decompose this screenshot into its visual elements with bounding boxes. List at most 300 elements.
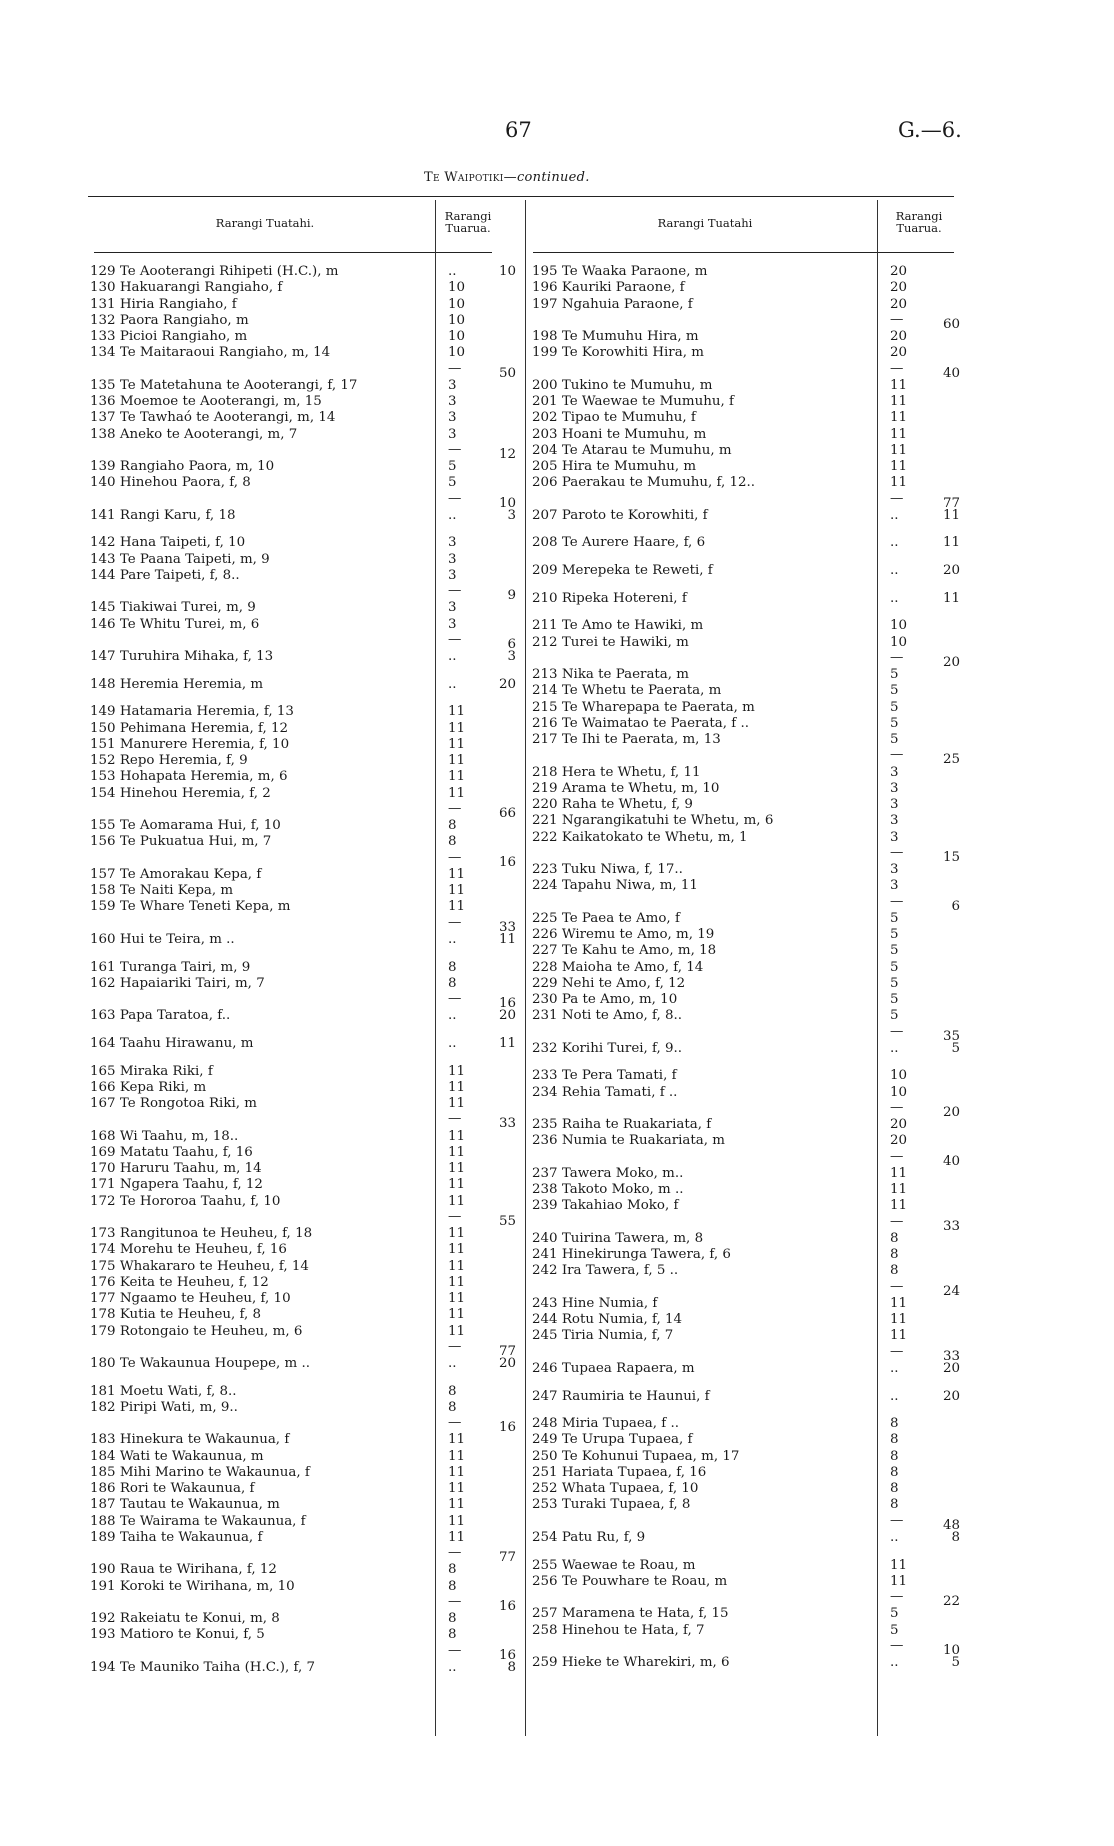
right-entry: 213 Nika te Paerata, m	[532, 667, 690, 682]
left-entry-count: 8	[448, 818, 457, 834]
left-entry-count: ..	[448, 931, 457, 947]
right-subtotal: 24	[942, 1283, 960, 1299]
right-entry: 197 Ngahuia Paraone, f	[532, 296, 693, 312]
right-entry-count: ..	[890, 1529, 899, 1545]
right-entry-count: 8	[890, 1448, 899, 1464]
left-entry: 171 Ngapera Taahu, f, 12	[90, 1177, 263, 1193]
right-entry-count: 3	[890, 797, 899, 812]
left-subtotal-rule: —	[448, 849, 462, 865]
right-entry: 233 Te Pera Tamati, f	[532, 1068, 677, 1084]
left-entry: 170 Haruru Taahu, m, 14	[90, 1161, 262, 1176]
right-subtotal-rule: —	[890, 649, 904, 665]
right-entry-count: 8	[890, 1481, 899, 1497]
left-entry: 139 Rangiaho Paora, m, 10	[90, 459, 275, 474]
left-entry-count: 8	[448, 1627, 457, 1643]
right-subtotal: 60	[942, 316, 960, 332]
left-entry: 169 Matatu Taahu, f, 16	[90, 1144, 253, 1160]
right-entry-count: 5	[890, 1606, 899, 1622]
right-entry-total: 11	[942, 507, 960, 523]
left-entry-count: 3	[448, 551, 457, 567]
right-entry-count: 3	[890, 878, 899, 894]
right-entry: 235 Raiha te Ruakariata, f	[532, 1117, 712, 1133]
left-subtotal: 10	[498, 495, 516, 511]
left-entry-count: ..	[448, 264, 457, 279]
left-entry: 135 Te Matetahuna te Aooterangi, f, 17	[90, 377, 358, 393]
left-entry: 150 Pehimana Heremia, f, 12	[90, 720, 289, 736]
right-entry: 234 Rehia Tamati, f ..	[532, 1084, 678, 1100]
right-entry-count: ..	[890, 1360, 899, 1376]
right-entry: 231 Noti te Amo, f, 8..	[532, 1008, 683, 1024]
left-entry-total: 3	[507, 507, 516, 523]
right-entry-count: 3	[890, 862, 899, 877]
right-entry: 254 Patu Ru, f, 9	[532, 1529, 646, 1545]
right-entry-count: 11	[890, 459, 908, 474]
left-subtotal: 16	[498, 1420, 516, 1436]
right-entry: 221 Ngarangikatuhi te Whetu, m, 6	[532, 813, 774, 829]
left-subtotal-rule: —	[448, 441, 462, 457]
left-entry-count: 8	[448, 1399, 457, 1415]
right-entry-count: 5	[890, 732, 899, 747]
left-entry: 146 Te Whitu Turei, m, 6	[90, 616, 260, 632]
right-entry-count: ..	[890, 563, 899, 578]
right-entry-count: 3	[890, 813, 899, 829]
right-entry-count: 5	[890, 975, 899, 991]
left-entry-count: 3	[448, 567, 457, 583]
right-entry-count: 3	[890, 764, 899, 780]
left-entry-count: 11	[448, 1448, 466, 1464]
left-entry: 191 Koroki te Wirihana, m, 10	[90, 1578, 295, 1594]
right-subtotal: 22	[942, 1594, 960, 1609]
left-entry-count: 10	[448, 312, 466, 328]
left-entry: 167 Te Rongotoa Riki, m	[90, 1096, 257, 1111]
left-entry-total: 10	[498, 264, 516, 279]
right-subtotal-rule: —	[890, 1637, 904, 1653]
left-entry-count: 11	[448, 1307, 466, 1323]
left-entry-total: 20	[498, 1008, 516, 1024]
right-subtotal: 25	[942, 752, 960, 768]
right-entry-count: 20	[890, 1133, 908, 1149]
left-entry: 158 Te Naiti Kepa, m	[90, 883, 234, 899]
right-entry: 258 Hinehou te Hata, f, 7	[532, 1622, 705, 1638]
right-entry: 249 Te Urupa Tupaea, f	[532, 1432, 693, 1448]
right-subtotal: 35	[942, 1028, 960, 1044]
left-entry: 176 Keita te Heuheu, f, 12	[90, 1274, 269, 1290]
right-entry-count: 5	[890, 927, 899, 942]
left-entry: 157 Te Amorakau Kepa, f	[90, 866, 262, 882]
right-entry-count: 20	[890, 264, 908, 279]
left-entry: 148 Heremia Heremia, m	[90, 676, 264, 692]
left-entry: 132 Paora Rangiaho, m	[90, 312, 249, 328]
left-entry-count: 11	[448, 1161, 466, 1176]
right-entry: 195 Te Waaka Paraone, m	[532, 264, 708, 279]
right-entry: 207 Paroto te Korowhiti, f	[532, 507, 708, 523]
right-subtotal: 6	[951, 898, 960, 914]
left-subtotal: 9	[507, 588, 516, 604]
right-entry: 252 Whata Tupaea, f, 10	[532, 1481, 699, 1497]
right-entry-count: 10	[890, 634, 908, 650]
left-entry: 164 Taahu Hirawanu, m	[90, 1035, 254, 1051]
left-entry: 192 Rakeiatu te Konui, m, 8	[90, 1611, 280, 1627]
right-entry-count: 11	[890, 1312, 908, 1328]
left-entry: 177 Ngaamo te Heuheu, f, 10	[90, 1291, 291, 1306]
right-entry-count: 5	[890, 683, 899, 699]
left-subtotal-rule: —	[448, 1593, 462, 1609]
left-entry-count: ..	[448, 1659, 457, 1675]
right-entry-count: 5	[890, 943, 899, 959]
right-entry: 236 Numia te Ruakariata, m	[532, 1133, 725, 1149]
right-entry-count: 5	[890, 667, 899, 682]
left-entry: 154 Hinehou Heremia, f, 2	[90, 785, 271, 801]
right-entry-count: 11	[890, 1165, 908, 1181]
left-entry: 131 Hiria Rangiaho, f	[90, 296, 237, 312]
right-entry-count: 5	[890, 699, 899, 715]
right-entry: 216 Te Waimatao te Paerata, f ..	[532, 715, 749, 731]
left-subtotal-rule: —	[448, 360, 462, 376]
right-entry-count: 5	[890, 910, 899, 926]
right-entry-count: 11	[890, 426, 908, 442]
left-entry-count: ..	[448, 676, 457, 692]
left-entry: 162 Hapaiariki Tairi, m, 7	[90, 975, 265, 991]
left-entry-count: 11	[448, 1497, 466, 1513]
left-entry: 152 Repo Heremia, f, 9	[90, 753, 248, 769]
right-entry: 223 Tuku Niwa, f, 17..	[532, 862, 683, 877]
right-entry-count: 11	[890, 1198, 908, 1214]
left-entry: 145 Tiakiwai Turei, m, 9	[90, 600, 256, 616]
right-entry: 204 Te Atarau te Mumuhu, m	[532, 442, 732, 458]
right-entry-total: 20	[942, 563, 960, 578]
left-entry: 188 Te Wairama te Wakaunua, f	[90, 1513, 306, 1529]
right-subtotal-rule: —	[890, 360, 904, 376]
left-entry-count: 3	[448, 377, 457, 393]
right-subtotal-rule: —	[890, 1512, 904, 1528]
subtitle-smallcaps: Te Waipotiki	[424, 170, 504, 185]
left-entry-count: 11	[448, 1291, 466, 1306]
left-entry: 156 Te Pukuatua Hui, m, 7	[90, 834, 272, 850]
right-entry: 259 Hieke te Wharekiri, m, 6	[532, 1655, 730, 1670]
right-entry: 242 Ira Tawera, f, 5 ..	[532, 1263, 679, 1279]
left-entry: 182 Piripi Wati, m, 9..	[90, 1399, 238, 1415]
right-subtotal: 15	[942, 849, 960, 865]
right-entry: 225 Te Paea te Amo, f	[532, 910, 680, 926]
right-subtotal-rule: —	[890, 1278, 904, 1294]
right-entry-count: 3	[890, 780, 899, 796]
right-entry: 215 Te Wharepapa te Paerata, m	[532, 699, 755, 715]
right-entry-count: 10	[890, 1084, 908, 1100]
left-entry-count: 11	[448, 1128, 466, 1144]
left-entry-count: 11	[448, 1513, 466, 1529]
left-entry-total: 3	[507, 649, 516, 665]
left-entry-total: 11	[498, 931, 516, 947]
left-entry: 155 Te Aomarama Hui, f, 10	[90, 818, 281, 834]
left-subtotal-rule: —	[448, 583, 462, 599]
left-entry-count: 11	[448, 785, 466, 801]
right-entry-count: 20	[890, 280, 908, 296]
right-entry-count: 20	[890, 345, 908, 361]
left-entry: 168 Wi Taahu, m, 18..	[90, 1128, 239, 1144]
right-entry-count: 11	[890, 394, 908, 409]
right-subtotal: 33	[942, 1348, 960, 1364]
left-entry: 143 Te Paana Taipeti, m, 9	[90, 551, 270, 567]
right-entry-count: 11	[890, 1557, 908, 1573]
right-entry: 218 Hera te Whetu, f, 11	[532, 764, 701, 780]
right-entry: 224 Tapahu Niwa, m, 11	[532, 878, 698, 894]
left-entry: 151 Manurere Heremia, f, 10	[90, 736, 290, 752]
left-entry-count: 11	[448, 1274, 466, 1290]
left-entry-count: ..	[448, 649, 457, 665]
left-entry: 163 Papa Taratoa, f..	[90, 1008, 231, 1024]
left-entry: 189 Taiha te Wakaunua, f	[90, 1529, 263, 1545]
left-entry-count: 11	[448, 753, 466, 769]
left-entry-total: 11	[498, 1035, 516, 1051]
left-entry-count: 11	[448, 1481, 466, 1497]
left-entry: 190 Raua te Wirihana, f, 12	[90, 1562, 277, 1578]
left-entry: 172 Te Hororoa Taahu, f, 10	[90, 1193, 281, 1209]
left-entry-count: 10	[448, 296, 466, 312]
right-entry: 230 Pa te Amo, m, 10	[532, 992, 678, 1007]
left-entry: 183 Hinekura te Wakaunua, f	[90, 1432, 290, 1448]
right-entry-total: 20	[942, 1360, 960, 1376]
right-entry-count: ..	[890, 507, 899, 523]
right-entry: 256 Te Pouwhare te Roau, m	[532, 1573, 728, 1589]
right-entry: 245 Tiria Numia, f, 7	[532, 1328, 674, 1344]
right-entry-count: 3	[890, 829, 899, 845]
right-entry-count: 5	[890, 715, 899, 731]
left-subtotal: 16	[498, 1647, 516, 1663]
left-entry-count: 11	[448, 704, 466, 720]
right-entry: 251 Hariata Tupaea, f, 16	[532, 1464, 707, 1480]
left-entry-count: 10	[448, 280, 466, 296]
left-entry-count: 10	[448, 329, 466, 344]
left-entry-total: 20	[498, 676, 516, 692]
left-entry-count: 8	[448, 834, 457, 850]
right-entry: 206 Paerakau te Mumuhu, f, 12..	[532, 475, 756, 491]
left-entry: 184 Wati te Wakaunua, m	[90, 1448, 264, 1464]
left-entry: 149 Hatamaria Heremia, f, 13	[90, 704, 294, 720]
left-entry: 187 Tautau te Wakaunua, m	[90, 1497, 280, 1513]
right-entry: 232 Korihi Turei, f, 9..	[532, 1040, 683, 1056]
left-entry: 147 Turuhira Mihaka, f, 13	[90, 649, 274, 665]
left-entry: 130 Hakuarangi Rangiaho, f	[90, 280, 283, 296]
right-entry: 214 Te Whetu te Paerata, m	[532, 683, 722, 699]
right-subtotal: 20	[942, 654, 960, 670]
right-entry: 222 Kaikatokato te Whetu, m, 1	[532, 829, 748, 845]
right-entry-count: 5	[890, 1622, 899, 1638]
left-entry-count: 3	[448, 426, 457, 442]
left-entry: 138 Aneko te Aooterangi, m, 7	[90, 426, 298, 442]
right-entry: 203 Hoani te Mumuhu, m	[532, 426, 707, 442]
left-entry: 166 Kepa Riki, m	[90, 1079, 207, 1095]
left-entry-count: 8	[448, 959, 457, 975]
left-subtotal-rule: —	[448, 1208, 462, 1224]
left-subtotal: 77	[498, 1550, 516, 1566]
right-entry: 196 Kauriki Paraone, f	[532, 280, 685, 296]
left-entry-count: 3	[448, 600, 457, 616]
right-entry-count: 11	[890, 1295, 908, 1311]
right-entry-count: 11	[890, 410, 908, 426]
right-entry-count: ..	[890, 1655, 899, 1670]
col-header-left-counts: Rarangi Tuarua.	[444, 209, 492, 235]
right-subtotal: 77	[942, 495, 960, 511]
left-subtotal: 12	[498, 446, 516, 462]
right-subtotal-rule: —	[890, 1213, 904, 1229]
left-entry-count: 11	[448, 866, 466, 882]
left-entry-count: 11	[448, 1096, 466, 1111]
right-subtotal-rule: —	[890, 893, 904, 909]
left-entry-count: 5	[448, 475, 457, 491]
left-entry: 178 Kutia te Heuheu, f, 8	[90, 1307, 262, 1323]
left-entry-count: 11	[448, 1323, 466, 1339]
right-entry: 220 Raha te Whetu, f, 9	[532, 797, 693, 812]
right-subtotal: 33	[942, 1218, 960, 1234]
right-entry-count: ..	[890, 590, 899, 606]
right-entry: 219 Arama te Whetu, m, 10	[532, 780, 720, 796]
right-subtotal-rule: —	[890, 311, 904, 327]
right-entry: 211 Te Amo te Hawiki, m	[532, 618, 704, 634]
left-entry-count: 5	[448, 459, 457, 474]
right-entry-count: 20	[890, 296, 908, 312]
right-entry: 200 Tukino te Mumuhu, m	[532, 377, 713, 393]
subtitle-italic: —continued.	[503, 170, 590, 185]
right-entry-count: 5	[890, 992, 899, 1007]
right-entry: 201 Te Waewae te Mumuhu, f	[532, 394, 734, 409]
left-entry-count: 3	[448, 394, 457, 409]
left-entry: 181 Moetu Wati, f, 8..	[90, 1383, 237, 1399]
left-subtotal-rule: —	[448, 914, 462, 930]
left-subtotal: 16	[498, 854, 516, 870]
left-entry-count: 11	[448, 1226, 466, 1241]
right-entry-total: 11	[942, 590, 960, 606]
col-header-right-counts: Rarangi Tuarua.	[895, 209, 943, 235]
left-entry: 142 Hana Taipeti, f, 10	[90, 535, 246, 551]
right-entry: 240 Tuirina Tawera, m, 8	[532, 1230, 704, 1246]
right-subtotal: 40	[942, 365, 960, 381]
left-entry-count: ..	[448, 1356, 457, 1371]
right-entry-total: 8	[951, 1529, 960, 1545]
right-entry-count: 5	[890, 959, 899, 975]
right-entry: 228 Maioha te Amo, f, 14	[532, 959, 704, 975]
left-entry: 174 Morehu te Heuheu, f, 16	[90, 1242, 287, 1258]
left-subtotal: 55	[498, 1213, 516, 1229]
right-subtotal-rule: —	[890, 747, 904, 763]
right-entry: 229 Nehi te Amo, f, 12	[532, 975, 686, 991]
right-entry: 198 Te Mumuhu Hira, m	[532, 329, 699, 344]
right-entry-count: 8	[890, 1230, 899, 1246]
left-entry-count: ..	[448, 1008, 457, 1024]
right-entry-count: ..	[890, 1388, 899, 1404]
right-entry-count: 8	[890, 1247, 899, 1263]
left-subtotal: 6	[507, 636, 516, 652]
left-subtotal-rule: —	[448, 490, 462, 506]
left-entry-count: 10	[448, 345, 466, 361]
right-subtotal-rule: —	[890, 1589, 904, 1604]
left-entry: 186 Rori te Wakaunua, f	[90, 1481, 255, 1497]
col-header-right-names: Rarangi Tuatahi	[657, 216, 753, 230]
right-entry: 255 Waewae te Roau, m	[532, 1557, 696, 1573]
left-subtotal: 33	[498, 919, 516, 935]
right-entry: 248 Miria Tupaea, f ..	[532, 1416, 679, 1432]
left-subtotal: 77	[498, 1343, 516, 1359]
right-entry-count: 20	[890, 329, 908, 344]
left-entry: 179 Rotongaio te Heuheu, m, 6	[90, 1323, 303, 1339]
left-entry: 153 Hohapata Heremia, m, 6	[90, 769, 288, 785]
left-entry: 133 Picioi Rangiaho, m	[90, 329, 248, 344]
left-entry: 193 Matioro te Konui, f, 5	[90, 1627, 265, 1643]
left-entry-count: 11	[448, 883, 466, 899]
right-entry-count: 8	[890, 1464, 899, 1480]
right-subtotal: 10	[942, 1642, 960, 1658]
left-entry-count: 3	[448, 410, 457, 426]
right-entry-count: 10	[890, 1068, 908, 1084]
left-entry: 161 Turanga Tairi, m, 9	[90, 959, 251, 975]
right-entry-count: 8	[890, 1416, 899, 1432]
left-subtotal: 66	[498, 805, 516, 821]
left-entry-count: 11	[448, 1063, 466, 1079]
left-entry-count: 11	[448, 1079, 466, 1095]
right-entry-count: 8	[890, 1432, 899, 1448]
left-entry-count: 8	[448, 1383, 457, 1399]
right-entry: 217 Te Ihi te Paerata, m, 13	[532, 732, 721, 747]
right-entry: 212 Turei te Hawiki, m	[532, 634, 689, 650]
left-entry: 185 Mihi Marino te Wakaunua, f	[90, 1464, 310, 1480]
right-entry: 227 Te Kahu te Amo, m, 18	[532, 943, 717, 959]
right-entry-count: 11	[890, 377, 908, 393]
left-subtotal: 33	[498, 1116, 516, 1132]
right-entry: 226 Wiremu te Amo, m, 19	[532, 927, 715, 942]
right-entry-count: 11	[890, 1328, 908, 1344]
left-subtotal-rule: —	[448, 1111, 462, 1127]
right-entry: 243 Hine Numia, f	[532, 1295, 658, 1311]
left-subtotal-rule: —	[448, 1415, 462, 1431]
right-entry-count: 5	[890, 1008, 899, 1024]
right-entry: 199 Te Korowhiti Hira, m	[532, 345, 704, 361]
right-entry: 202 Tipao te Mumuhu, f	[532, 410, 696, 426]
left-entry-count: 11	[448, 1193, 466, 1209]
left-subtotal-rule: —	[448, 1642, 462, 1658]
left-subtotal: 16	[498, 1598, 516, 1614]
right-entry: 246 Tupaea Rapaera, m	[532, 1360, 695, 1376]
left-entry-count: 11	[448, 1432, 466, 1448]
left-subtotal-rule: —	[448, 1338, 462, 1354]
left-entry-count: 11	[448, 736, 466, 752]
right-entry: 208 Te Aurere Haare, f, 6	[532, 535, 706, 551]
right-entry-total: 5	[951, 1655, 960, 1670]
right-entry: 205 Hira te Mumuhu, m	[532, 459, 697, 474]
left-entry: 159 Te Whare Teneti Kepa, m	[90, 899, 291, 915]
right-entry: 237 Tawera Moko, m..	[532, 1165, 684, 1181]
right-entry: 247 Raumiria te Haunui, f	[532, 1388, 710, 1404]
right-entry-count: ..	[890, 535, 899, 551]
left-entry-count: 8	[448, 1578, 457, 1594]
right-entry-count: 11	[890, 1182, 908, 1198]
right-entry-count: 8	[890, 1263, 899, 1279]
right-subtotal-rule: —	[890, 1343, 904, 1359]
right-entry-total: 5	[951, 1040, 960, 1056]
left-entry-total: 8	[507, 1659, 516, 1675]
left-entry-count: ..	[448, 507, 457, 523]
left-entry-count: 3	[448, 535, 457, 551]
left-entry: 137 Te Tawhaó te Aooterangi, m, 14	[90, 410, 336, 426]
right-entry-count: ..	[890, 1040, 899, 1056]
left-entry: 140 Hinehou Paora, f, 8	[90, 475, 251, 491]
col-header-left-names: Rarangi Tuatahi.	[215, 216, 315, 230]
left-entry-count: 3	[448, 616, 457, 632]
left-entry-count: 11	[448, 1177, 466, 1193]
left-entry-total: 20	[498, 1356, 516, 1371]
left-entry-count: 11	[448, 1242, 466, 1258]
left-entry: 160 Hui te Teira, m ..	[90, 931, 235, 947]
right-subtotal: 40	[942, 1153, 960, 1169]
right-entry-count: 11	[890, 442, 908, 458]
